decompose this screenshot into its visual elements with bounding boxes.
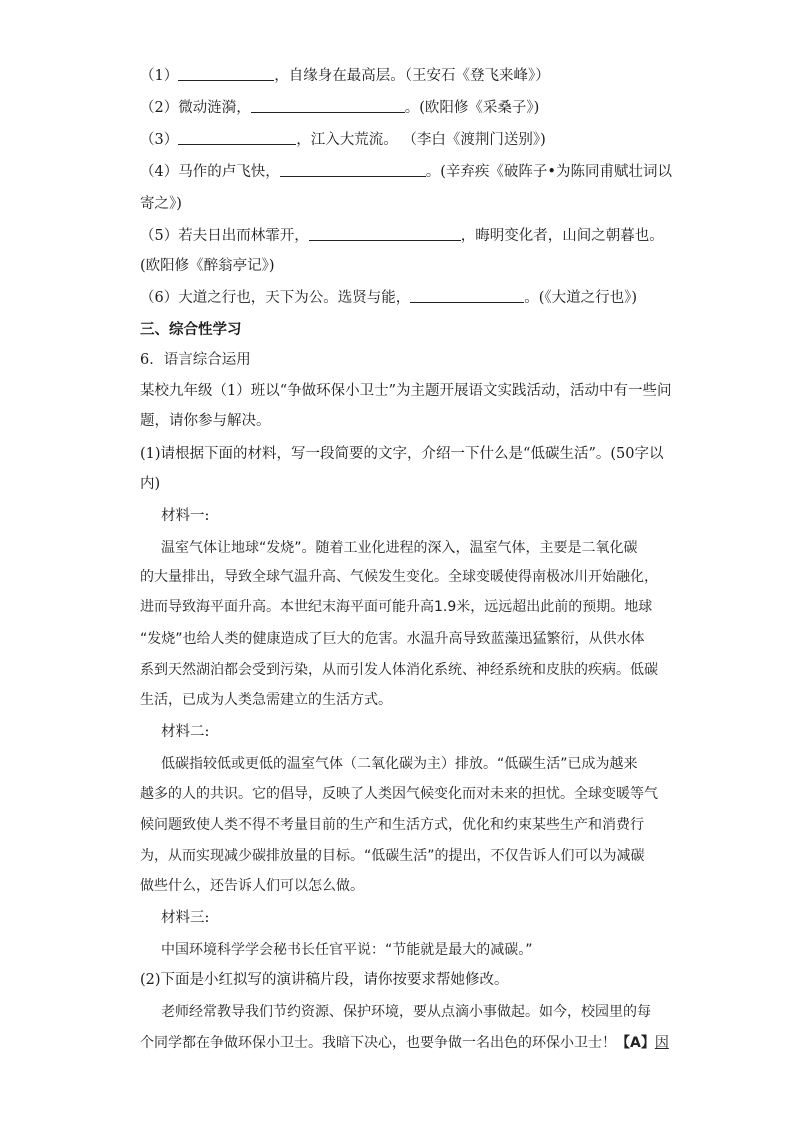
poem-line-4 xyxy=(140,162,672,182)
poem-number: （1） xyxy=(140,68,179,84)
answer-blank[interactable] xyxy=(280,162,426,177)
speech-line xyxy=(140,1033,669,1053)
poem-text: 。(辛弃疾《破阵子•为陈同甫赋壮词以 xyxy=(425,164,672,180)
poem-text: 大道之行也，天下为公。选贤与能， xyxy=(178,290,411,306)
material-1-line: “发烧”也给人类的健康造成了巨大的危害。水温升高导致蓝藻迅猛繁衍，从供水体 xyxy=(140,631,645,647)
question-intro: 某校九年级（1）班以“争做环保小卫士”为主题开展语文实践活动，活动中有一些问 xyxy=(140,383,672,399)
speech-mark: 【A】 xyxy=(616,1035,655,1051)
poem-line-1 xyxy=(140,66,550,86)
answer-blank[interactable] xyxy=(178,130,296,145)
poem-line-2 xyxy=(140,98,539,118)
question-title: 6．语言综合运用 xyxy=(140,352,251,368)
subquestion-2: (2)下面是小红拟写的演讲稿片段，请你按要求帮她修改。 xyxy=(140,972,509,988)
material-2-line: 做些什么，还告诉人们可以怎么做。 xyxy=(140,878,364,894)
answer-blank[interactable] xyxy=(178,66,274,81)
poem-line-6 xyxy=(140,288,637,308)
material-2-line: 低碳指较低或更低的温室气体（二氧化碳为主）排放。“低碳生活”已成为越来 xyxy=(161,756,638,772)
subquestion-1: (1)请根据下面的材料，写一段简要的文字，介绍一下什么是“低碳生活”。(50字以 xyxy=(140,446,664,462)
material-1-line: 进而导致海平面升高。本世纪末海平面可能升高1.9米，远远超出此前的预期。地球 xyxy=(140,599,653,615)
poem-line-4-cont xyxy=(140,194,182,214)
poem-line-5-cont xyxy=(140,256,275,276)
material-1-line: 温室气体让地球“发烧”。随着工业化进程的深入，温室气体，主要是二氧化碳 xyxy=(161,540,638,556)
material-2-line: 候问题致使人类不得不考量目前的生产和生活方式，优化和约束某些生产和消费行 xyxy=(140,817,644,833)
speech-line: 老师经常教导我们节约资源、保护环境，要从点滴小事做起。如今，校园里的每 xyxy=(161,1004,651,1020)
subquestion-1-cont: 内) xyxy=(140,476,161,492)
poem-text: ，自缘身在最高层。（王安石《登飞来峰》） xyxy=(274,68,550,84)
answer-blank[interactable] xyxy=(309,226,461,241)
material-1-line: 生活，已成为人类急需建立的生活方式。 xyxy=(140,692,392,708)
question-intro: 题，请你参与解决。 xyxy=(140,413,271,429)
poem-text: 。(欧阳修《采桑子》) xyxy=(404,100,540,116)
poem-line-5 xyxy=(140,226,664,246)
material-2-label: 材料二: xyxy=(161,724,210,740)
poem-number: （2） xyxy=(140,100,179,116)
poem-number: （4） xyxy=(140,164,179,180)
answer-blank[interactable] xyxy=(410,288,524,303)
answer-blank[interactable] xyxy=(251,98,405,113)
speech-text: 个同学都在争做环保小卫士。我暗下决心，也要争做一名出色的环保小卫士！ xyxy=(140,1035,616,1051)
poem-number: （6） xyxy=(140,290,179,306)
material-3-line: 中国环境科学学会秘书长任官平说：“节能就是最大的减碳。” xyxy=(161,942,533,958)
material-3-label: 材料三: xyxy=(161,910,210,926)
poem-text: ，江入大荒流。 （李白《渡荆门送别》) xyxy=(296,132,546,148)
material-1-line: 的大量排出，导致全球气温升高、气候发生变化。全球变暖使得南极冰川开始融化， xyxy=(140,569,658,585)
poem-text: 。(《大道之行也》) xyxy=(524,290,638,306)
poem-number: （3） xyxy=(140,132,179,148)
poem-text: 微动涟漪， xyxy=(178,100,251,116)
poem-text: ，晦明变化者，山间之朝暮也。 xyxy=(460,228,664,244)
speech-underlined: 因 xyxy=(654,1035,669,1051)
poem-text: (欧阳修《醉翁亭记》) xyxy=(140,258,275,274)
poem-text: 寄之》) xyxy=(140,196,182,212)
material-1-label: 材料一: xyxy=(161,508,210,524)
poem-text: 若夫日出而林霏开， xyxy=(178,228,309,244)
section-title: 三、综合性学习 xyxy=(140,321,242,338)
poem-number: （5） xyxy=(140,228,179,244)
material-2-line: 越多的人的共识。它的倡导，反映了人类因气候变化而对未来的担忧。全球变暖等气 xyxy=(140,786,658,802)
poem-line-3 xyxy=(140,130,546,150)
material-2-line: 为，从而实现减少碳排放量的目标。“低碳生活”的提出，不仅告诉人们可以为减碳 xyxy=(140,848,645,864)
material-1-line: 系到天然湖泊都会受到污染，从而引发人体消化系统、神经系统和皮肤的疾病。低碳 xyxy=(140,662,658,678)
poem-text: 马作的卢飞快， xyxy=(178,164,280,180)
